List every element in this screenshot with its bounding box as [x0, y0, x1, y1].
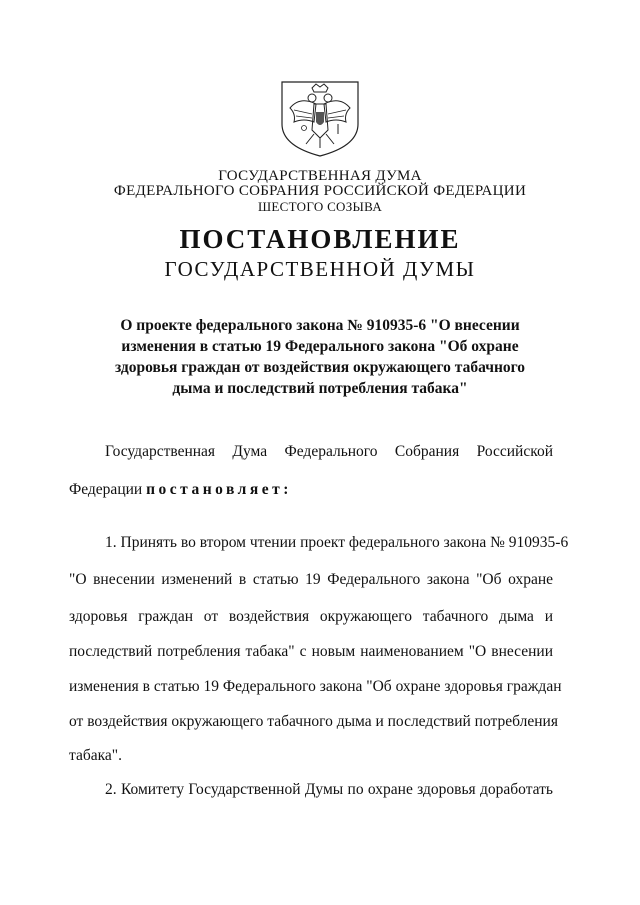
org-name-line2: ФЕДЕРАЛЬНОГО СОБРАНИЯ РОССИЙСКОЙ ФЕДЕРАЦИИ — [113, 183, 527, 199]
intro-line: Государственная Дума Федерального Собрания Российской — [105, 443, 553, 460]
org-name-line1: ГОСУДАРСТВЕННАЯ ДУМА — [218, 168, 422, 184]
item1-line: "О внесении изменений в статью 19 Федерального закона "Об охране — [69, 571, 553, 588]
item1-line: табака". — [69, 747, 122, 764]
subject-line: О проекте федерального закона № 910935-6 "О внесении — [120, 317, 520, 334]
item1-line: от воздействия окружающего табачного дыма и последствий потребления — [69, 713, 558, 730]
subject-line: изменения в статью 19 Федерального закона "Об охране — [121, 338, 519, 355]
item1-line: последствий потребления табака" с новым наименованием "О внесении — [69, 643, 553, 660]
state-emblem-icon — [276, 78, 364, 158]
subject-line: дыма и последствий потребления табака" — [172, 380, 468, 397]
convocation: ШЕСТОГО СОЗЫВА — [257, 199, 383, 214]
resolution-subject — [100, 315, 540, 399]
subject-line: здоровья граждан от воздействия окружающего табачного — [114, 359, 526, 376]
document-title: ПОСТАНОВЛЕНИЕ — [179, 224, 461, 254]
item1-line: здоровья граждан от воздействия окружающего табачного дыма и — [69, 608, 553, 625]
item1-line: изменения в статью 19 Федерального закона "Об охране здоровья граждан — [69, 678, 562, 695]
item1-line: 1. Принять во втором чтении проект федерального закона № 910935-6 — [105, 534, 569, 551]
intro-line — [69, 480, 553, 500]
document-subtitle: ГОСУДАРСТВЕННОЙ ДУМЫ — [164, 257, 476, 281]
resolves-word: постановляет: — [146, 481, 292, 498]
intro-text: Федерации — [69, 481, 147, 498]
item2-line: 2. Комитету Государственной Думы по охране здоровья доработать — [105, 781, 553, 798]
